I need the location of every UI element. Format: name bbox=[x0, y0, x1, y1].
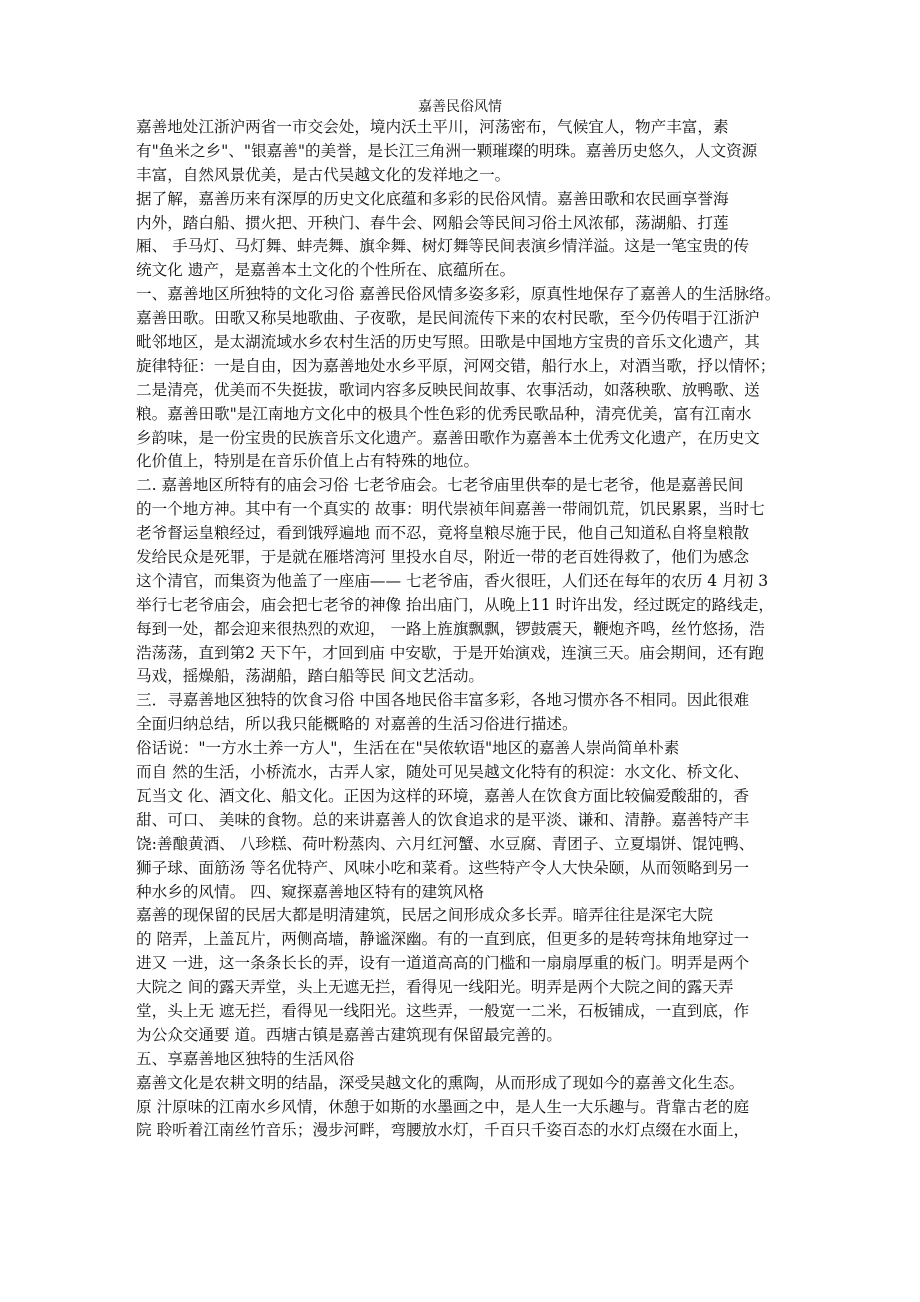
text-line: 马戏，摇燥船，荡湖船，踏白船等民 间文艺活动。 bbox=[136, 667, 485, 686]
text-line: 大院之 间的露天弄堂，头上无遮无拦，看得见一线阳光。明弄是两个大院之间的露天弄 bbox=[136, 978, 734, 997]
text-line: 发给民众是死罪，于是就在雁塔湾河 里投水自尽，附近一带的老百姓得救了，他们为感念 bbox=[136, 548, 750, 567]
text-line: 原 汁原味的江南水乡风情，休憩于如斯的水墨画之中，是人生一大乐趣与。背靠古老的庭 bbox=[136, 1097, 750, 1116]
text-line: 种水乡的风情。 四、窥探嘉善地区特有的建筑风格 bbox=[136, 882, 485, 901]
text-line: 甜、可口、 美味的食物。总的来讲嘉善人的饮食追求的是平淡、谦和、清静。嘉善特产丰 bbox=[136, 810, 750, 829]
text-line: 乡韵味，是一份宝贵的民族音乐文化遗产。嘉善田歌作为嘉善本土优秀文化遗产，在历史文 bbox=[136, 428, 760, 447]
text-line: 这个清官，而集资为他盖了一座庙—— 七老爷庙，香火很旺，人们还在每年的农历 4 月初 3 bbox=[136, 571, 769, 590]
text-line: 毗邻地区，是太湖流域水乡农村生活的历史写照。田歌是中国地方宝贵的音乐文化遗产，其 bbox=[136, 333, 760, 352]
text-line: 统文化 遗产，是嘉善本土文化的个性所在、底蕴所在。 bbox=[136, 261, 516, 280]
text-line: 内外，踏白船、掼火把、开秧门、春牛会、网船会等民间习俗土风浓郁，荡湖船、打莲 bbox=[136, 213, 729, 232]
text-line: 堂，头上无 遮无拦，看得见一线阳光。这些弄，一般宽一二米，石板铺成，一直到底，作 bbox=[136, 1001, 750, 1020]
text-line: 嘉善的现保留的民居大都是明清建筑，民居之间形成众多长弄。暗弄往往是深宅大院 bbox=[136, 906, 713, 925]
text-line: 粮。嘉善田歌"是江南地方文化中的极具个性色彩的优秀民歌品种，清亮优美，富有江南水 bbox=[136, 404, 752, 423]
text-line: 浩荡荡，直到第2 天下午，才回到庙 中安歇，于是开始演戏，连演三天。庙会期间，还有跑 bbox=[136, 643, 764, 662]
document-title: 嘉善民俗风情 bbox=[418, 99, 502, 115]
text-line: 瓦当文 化、酒文化、船文化。正因为这样的环境，嘉善人在饮食方面比较偏爱酸甜的，香 bbox=[136, 786, 750, 805]
text-line: 二. 嘉善地区所特有的庙会习俗 七老爷庙会。七老爷庙里供奉的是七老爷，他是嘉善民间 bbox=[136, 476, 744, 495]
document-body bbox=[136, 116, 816, 1143]
text-line: 而自 然的生活，小桥流水，古弄人家，随处可见吴越文化特有的积淀：水文化、桥文化、 bbox=[136, 763, 750, 782]
text-line: 俗话说："一方水土养一方人"，生活在在"吴侬软语"地区的嘉善人崇尚简单朴素 bbox=[136, 739, 680, 758]
text-line: 的一个地方神。其中有一个真实的 故事：明代崇祯年间嘉善一带闹饥荒，饥民累累，当时七 bbox=[136, 500, 765, 519]
text-line: 三．寻嘉善地区独特的饮食习俗 中国各地民俗丰富多彩，各地习惯亦各不相同。因此很难 bbox=[136, 691, 750, 710]
text-line: 丰富，自然风景优美，是古代吴越文化的发祥地之一。 bbox=[136, 165, 511, 184]
text-line: 举行七老爷庙会，庙会把七老爷的神像 抬出庙门，从晚上11 时许出发，经过既定的路线走， bbox=[136, 595, 774, 614]
text-line: 进又 一进，这一条条长长的弄，设有一道道高高的门槛和一扇扇厚重的板门。明弄是两个 bbox=[136, 954, 750, 973]
text-line: 厢、 手马灯、马灯舞、蚌壳舞、旗伞舞、树灯舞等民间表演乡情洋溢。这是一笔宝贵的传 bbox=[136, 237, 750, 256]
text-line: 二是清亮，优美而不失挺拔，歌词内容多反映民间故事、农事活动，如落秧歌、放鸭歌、送 bbox=[136, 380, 760, 399]
text-line: 据了解，嘉善历来有深厚的历史文化底蕴和多彩的民俗风情。嘉善田歌和农民画享誉海 bbox=[136, 189, 729, 208]
text-line: 嘉善地处江浙沪两省一市交会处，境内沃土平川，河荡密布，气候宜人，物产丰富，素 bbox=[136, 118, 729, 136]
text-line: 院 聆听着江南丝竹音乐；漫步河畔，弯腰放水灯，千百只千姿百态的水灯点缀在水面上， bbox=[136, 1121, 750, 1140]
text-line: 嘉善田歌。田歌又称吴地歌曲、子夜歌，是民间流传下来的农村民歌，至今仍传唱于江浙沪 bbox=[136, 309, 760, 328]
text-line: 嘉善文化是农耕文明的结晶，深受吴越文化的熏陶，从而形成了现如今的嘉善文化生态。 bbox=[136, 1073, 745, 1092]
text-line: 五、享嘉善地区独特的生活风俗 bbox=[136, 1049, 355, 1068]
text-line: 老爷督运皇粮经过，看到饿殍遍地 而不忍，竟将皇粮尽施于民，他自己知道私自将皇粮散 bbox=[136, 524, 750, 543]
text-line: 全面归纳总结，所以我只能概略的 对嘉善的生活习俗进行描述。 bbox=[136, 715, 578, 734]
text-line: 一、嘉善地区所独特的文化习俗 嘉善民俗风情多姿多彩，原真性地保存了嘉善人的生活脉络。 bbox=[136, 285, 781, 304]
text-line: 每到一处，都会迎来很热烈的欢迎， 一路上旌旗飘飘，锣鼓震天，鞭炮齐鸣，丝竹悠扬，浩 bbox=[136, 619, 765, 638]
text-line: 旋律特征：一是自由，因为嘉善地处水乡平原，河网交错，船行水上，对酒当歌，抒以情怀； bbox=[136, 356, 776, 375]
text-line: 化价值上，特别是在音乐价值上占有特殊的地位。 bbox=[136, 452, 480, 471]
text-line: 为公众交通要 道。西塘古镇是嘉善古建筑现有保留最完善的。 bbox=[136, 1025, 562, 1044]
text-line: 有"鱼米之乡"、"银嘉善"的美誉，是长江三角洲一颗璀璨的明珠。嘉善历史悠久，人文资源 bbox=[136, 141, 758, 160]
text-line: 的 陪弄，上盖瓦片，两侧高墙，静谧深幽。有的一直到底，但更多的是转弯抹角地穿过一 bbox=[136, 930, 750, 949]
text-line: 饶:善酿黄酒、 八珍糕、荷叶粉蒸肉、六月红河蟹、水豆腐、青团子、立夏塌饼、馄饨鸭、 bbox=[136, 834, 755, 853]
text-line: 狮子球、面筋汤 等名优特产、风味小吃和菜肴。这些特产令人大快朵颐，从而领略到另一 bbox=[136, 858, 750, 877]
